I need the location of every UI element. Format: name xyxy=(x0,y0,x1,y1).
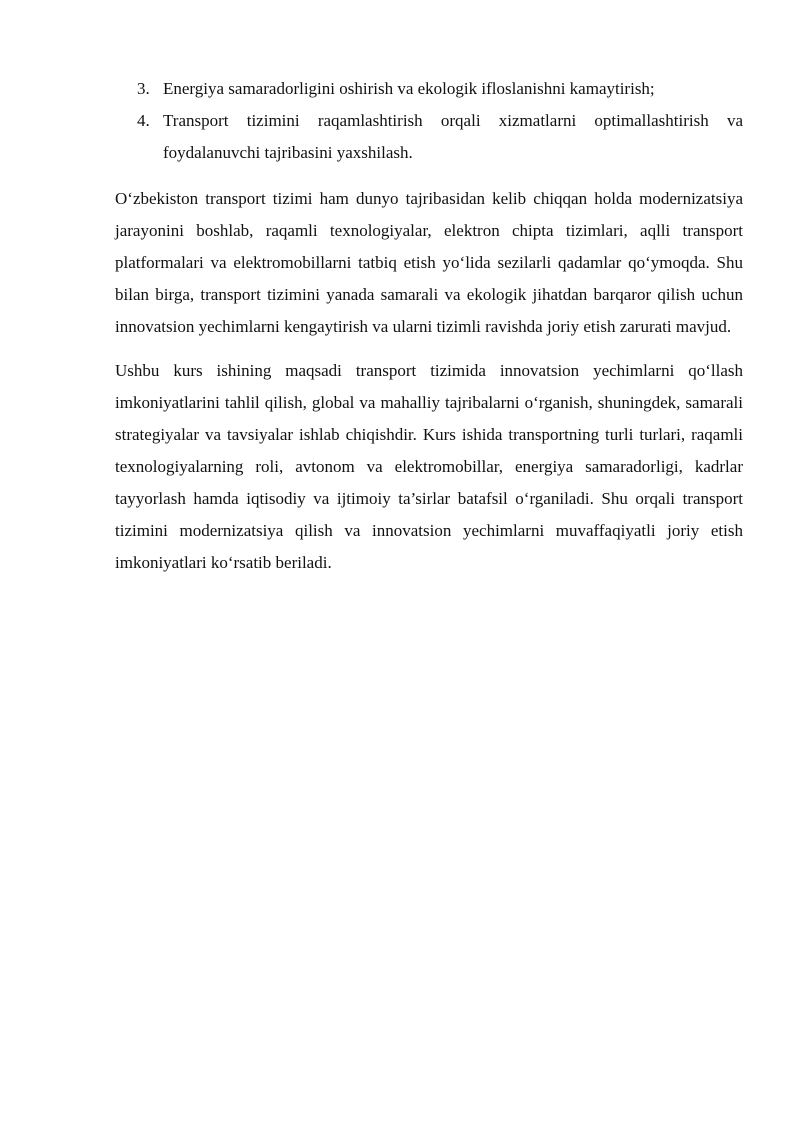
list-item xyxy=(115,105,743,169)
list-item-number: 3. xyxy=(137,79,150,98)
list-item-text: Transport tizimini raqamlashtirish orqali xizmatlarni optimallashtirish va foydalanuvchi tajribasini yaxshilash. xyxy=(163,111,743,162)
numbered-list xyxy=(115,73,743,169)
document-page xyxy=(115,73,743,579)
list-item xyxy=(115,73,743,105)
body-paragraph: O‘zbekiston transport tizimi ham dunyo tajribasidan kelib chiqqan holda modernizatsiya jarayonini boshlab, raqamli texnologiyalar, elektron chipta tizimlari, aqlli transport platformalari va elektromobillarni tatbiq etish yo‘lida sezilarli qadamlar qo‘ymoqda. Shu bilan birga, transport tizimini yanada samarali va ekologik jihatdan barqaror qilish uchun innovatsion yechimlarni kengaytirish va ularni tizimli ravishda joriy etish zarurati mavjud. xyxy=(115,189,743,336)
list-item-number: 4. xyxy=(137,111,150,130)
list-item-text: Energiya samaradorligini oshirish va ekologik ifloslanishni kamaytirish; xyxy=(163,79,655,98)
body-paragraph: Ushbu kurs ishining maqsadi transport tizimida innovatsion yechimlarni qo‘llash imkoniyatlarini tahlil qilish, global va mahalliy tajribalarni o‘rganish, shuningdek, samarali strategiyalar va tavsiyalar ishlab chiqishdir. Kurs ishida transportning turli turlari, raqamli texnologiyalarning roli, avtonom va elektromobillar, energiya samaradorligi, kadrlar tayyorlash hamda iqtisodiy va ijtimoiy ta’sirlar batafsil o‘rganiladi. Shu orqali transport tizimini modernizatsiya qilish va innovatsion yechimlarni muvaffaqiyatli joriy etish imkoniyatlari ko‘rsatib beriladi. xyxy=(115,361,743,572)
